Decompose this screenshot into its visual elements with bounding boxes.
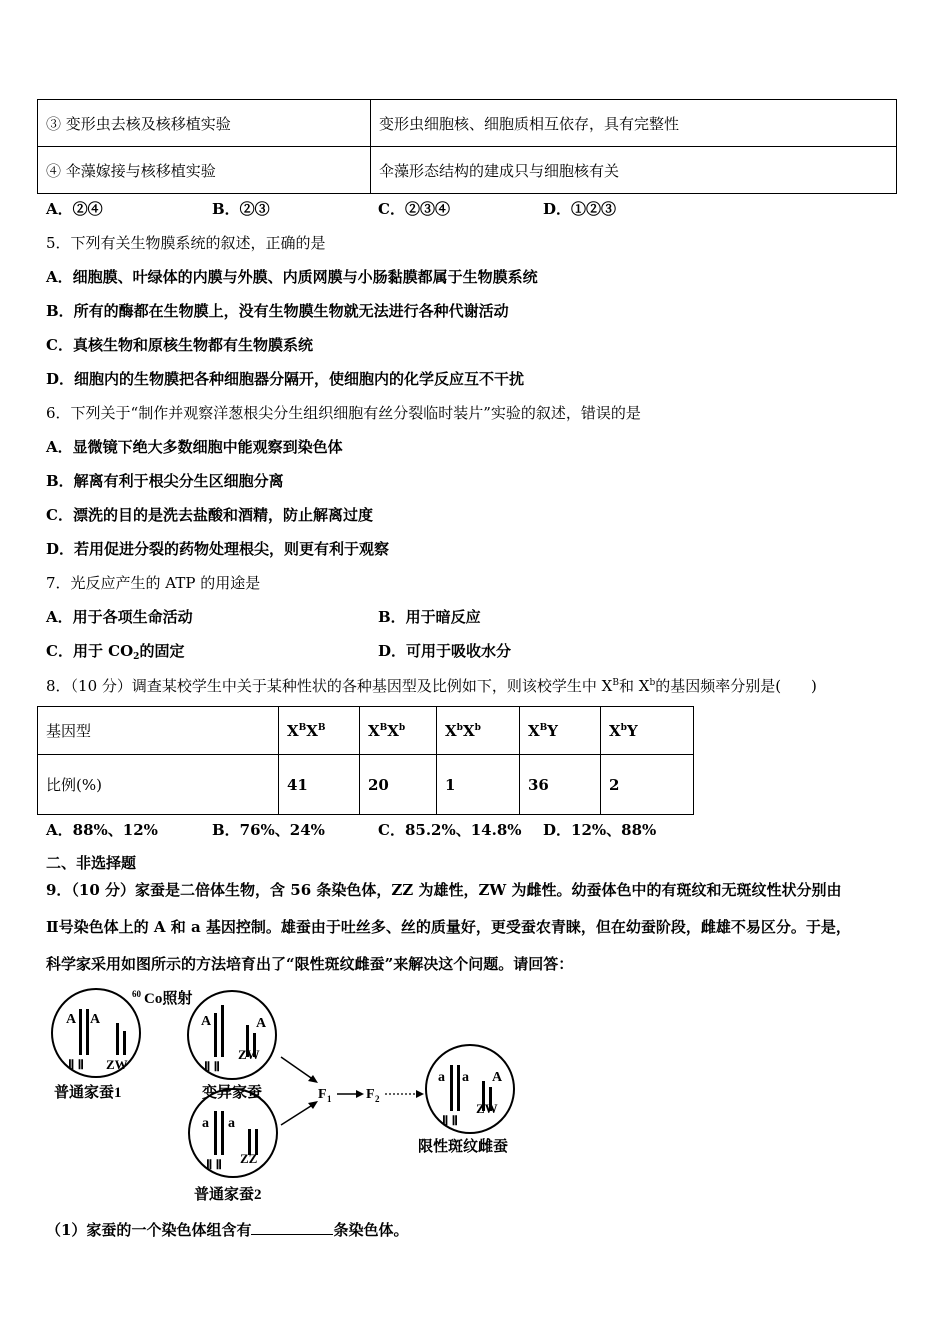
gene: X	[609, 721, 621, 740]
q4-option-d[interactable]: D．①②③	[543, 200, 617, 218]
gene-label: A	[492, 1070, 503, 1085]
subscript: 2	[133, 652, 140, 662]
q8-stem-end: 的基因频率分别是( )	[655, 677, 817, 695]
q4-option-c[interactable]: C．②③④	[378, 200, 450, 218]
gene: X	[445, 721, 457, 740]
experiment-table	[37, 99, 897, 194]
chromosome-label: Ⅱ Ⅱ	[206, 1157, 223, 1172]
section-heading: 二、非选择题	[46, 854, 137, 872]
f2-label: F	[366, 1087, 375, 1102]
superscript: B	[317, 722, 326, 733]
table-cell: ③ 变形虫去核及核移植实验	[38, 100, 371, 147]
gene: Y	[547, 721, 558, 740]
q8-stem-text: 8．（10 分）调查某校学生中关于某种性状的各种基因型及比例如下，则该校学生中 X	[46, 677, 613, 695]
q7-option-d[interactable]: D．可用于吸收水分	[378, 642, 512, 660]
superscript: B	[298, 722, 307, 733]
sex-limited-female-cell	[426, 1045, 514, 1133]
q9-sub1-text: （1）家蚕的一个染色体组含有	[46, 1221, 252, 1239]
sex-limited-female-label: 限性斑纹雌蚕	[418, 1139, 509, 1155]
q9-line-2: Ⅱ号染色体上的 A 和 a 基因控制。雄蚕由于吐丝多、丝的质量好，更受蚕农青睐，但在幼蚕阶段，雌雄不易区分。于是，	[46, 918, 851, 936]
table-header-label: 基因型	[38, 707, 279, 755]
gene: X	[368, 721, 380, 740]
mutant-silkworm-label: 变异家蚕	[202, 1085, 263, 1101]
mutant-silkworm-cell	[188, 991, 276, 1079]
table-cell: 2	[601, 755, 694, 815]
q6-stem: 6．下列关于“制作并观察洋葱根尖分生组织细胞有丝分裂临时装片”实验的叙述，错误的是	[46, 404, 641, 422]
gene-label: A	[90, 1012, 101, 1027]
genotype-cell	[520, 707, 601, 755]
q5-option-b[interactable]: B．所有的酶都在生物膜上，没有生物膜生物就无法进行各种代谢活动	[46, 302, 509, 320]
q9-sub1	[46, 1220, 408, 1240]
chromosome-label: Ⅱ Ⅱ	[68, 1057, 85, 1072]
irradiation-label: Co照射	[144, 991, 193, 1007]
genotype-table	[37, 706, 694, 815]
q8-stem-mid: 和 X	[618, 677, 650, 695]
silkworm-breeding-diagram	[40, 985, 550, 1210]
q9-line-3: 科学家采用如图所示的方法培育出了“限性斑纹雌蚕”来解决这个问题。请回答：	[46, 955, 574, 973]
normal-silkworm-2-label: 普通家蚕2	[194, 1187, 262, 1203]
superscript: b	[474, 722, 481, 733]
table-cell: 变形虫细胞核、细胞质相互依存，具有完整性	[371, 100, 897, 147]
gene: X	[462, 721, 475, 740]
gene: X	[287, 721, 299, 740]
q8-option-d[interactable]: D．12%、88%	[543, 821, 657, 839]
q7-option-a[interactable]: A．用于各项生命活动	[46, 608, 193, 626]
sex-chromosome-label: ZZ	[240, 1151, 258, 1166]
superscript: B	[379, 722, 388, 733]
gene-label: A	[66, 1012, 77, 1027]
q5-option-c[interactable]: C．真核生物和原核生物都有生物膜系统	[46, 336, 313, 354]
gene-label: a	[202, 1116, 209, 1131]
q7-option-c[interactable]	[46, 641, 184, 661]
superscript: b	[398, 722, 406, 733]
superscript: b	[456, 722, 463, 733]
sex-chromosome-label: ZW	[106, 1057, 128, 1072]
q5-option-a[interactable]: A．细胞膜、叶绿体的内膜与外膜、内质网膜与小肠黏膜都属于生物膜系统	[46, 268, 538, 286]
gene: X	[306, 721, 318, 740]
gene-label: a	[438, 1070, 445, 1085]
q8-stem	[46, 676, 817, 696]
table-row-label: 比例(%)	[38, 755, 279, 815]
q9-line-1: 9．（10 分）家蚕是二倍体生物，含 56 条染色体，ZZ 为雄性，ZW 为雌性。幼蚕体色中的有斑纹和无斑纹性状分别由	[46, 881, 842, 899]
q4-option-b[interactable]: B．②③	[212, 200, 270, 218]
table-row	[38, 147, 897, 194]
table-cell: 伞藻形态结构的建成只与细胞核有关	[371, 147, 897, 194]
genotype-cell	[279, 707, 360, 755]
table-cell: 1	[437, 755, 520, 815]
normal-silkworm-1-label: 普通家蚕1	[54, 1085, 122, 1101]
q9-sub1-text-end: 条染色体。	[333, 1221, 409, 1239]
f1-label: F	[318, 1087, 327, 1102]
q8-option-b[interactable]: B．76%、24%	[212, 821, 325, 839]
subscript: 1	[327, 1094, 332, 1104]
superscript: 60	[132, 989, 141, 999]
chromosome-label: Ⅱ Ⅱ	[204, 1059, 221, 1074]
q4-option-a[interactable]: A．②④	[46, 200, 103, 218]
normal-silkworm-2-cell	[189, 1089, 277, 1177]
q7-option-c-text-end: 的固定	[139, 642, 185, 660]
sex-chromosome-label: ZW	[238, 1047, 260, 1062]
gene-label: a	[462, 1070, 469, 1085]
q6-option-b[interactable]: B．解离有利于根尖分生区细胞分离	[46, 472, 284, 490]
genotype-cell	[437, 707, 520, 755]
table-cell: 41	[279, 755, 360, 815]
table-cell: ④ 伞藻嫁接与核移植实验	[38, 147, 371, 194]
table-row	[38, 100, 897, 147]
superscript: b	[649, 678, 656, 688]
answer-blank[interactable]	[251, 1220, 333, 1235]
q7-stem: 7．光反应产生的 ATP 的用途是	[46, 574, 261, 592]
gene: X	[528, 721, 540, 740]
gene: Y	[626, 721, 638, 740]
q8-option-a[interactable]: A．88%、12%	[46, 821, 158, 839]
chromosome-label: Ⅱ Ⅱ	[442, 1113, 459, 1128]
table-header-row	[38, 707, 694, 755]
q6-option-c[interactable]: C．漂洗的目的是洗去盐酸和酒精，防止解离过度	[46, 506, 373, 524]
genotype-cell	[360, 707, 437, 755]
table-row	[38, 755, 694, 815]
q5-stem: 5．下列有关生物膜系统的叙述，正确的是	[46, 234, 326, 252]
gene-label: a	[228, 1116, 235, 1131]
normal-silkworm-1-cell	[52, 989, 140, 1077]
q5-option-d[interactable]: D．细胞内的生物膜把各种细胞器分隔开，使细胞内的化学反应互不干扰	[46, 370, 525, 388]
gene-label: A	[256, 1016, 267, 1031]
genotype-cell	[601, 707, 694, 755]
subscript: 2	[375, 1094, 380, 1104]
superscript: B	[612, 678, 619, 688]
table-cell: 20	[360, 755, 437, 815]
gene-label: A	[201, 1014, 212, 1029]
q7-option-b[interactable]: B．用于暗反应	[378, 608, 481, 626]
superscript: B	[539, 722, 548, 733]
gene: X	[387, 721, 399, 740]
q7-option-c-text: C．用于 CO	[46, 642, 134, 660]
superscript: b	[620, 722, 627, 733]
q8-option-c[interactable]: C．85.2%、14.8%	[378, 821, 522, 839]
q6-option-d[interactable]: D．若用促进分裂的药物处理根尖，则更有利于观察	[46, 540, 390, 558]
q6-option-a[interactable]: A．显微镜下绝大多数细胞中能观察到染色体	[46, 438, 343, 456]
sex-chromosome-label: ZW	[476, 1101, 498, 1116]
table-cell: 36	[520, 755, 601, 815]
